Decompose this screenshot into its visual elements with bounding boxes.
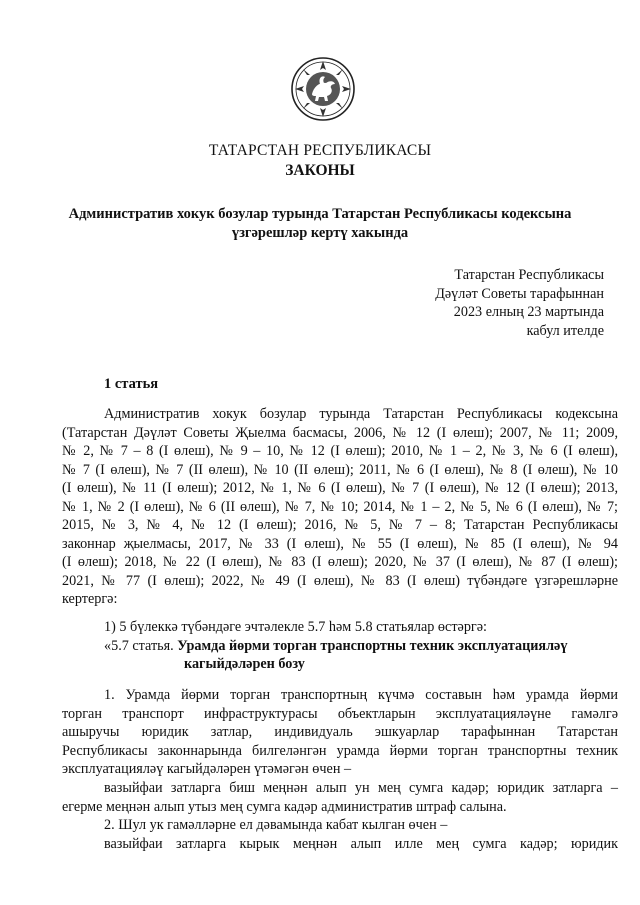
- paragraph1-line: 2015, № 3, № 4, № 12 (I өлеш); 2016, № 5, № 7 – 8; Татарстан Республикасы: [62, 517, 618, 533]
- paragraph4-text: 2. Шул ук гамәлләрне ел дәвамында кабат кылган өчен –: [104, 817, 448, 833]
- tatarstan-emblem-icon: [290, 56, 356, 122]
- item1-text: 1) 5 бүлеккә түбәндәге эчтәлекле 5.7 һәм 5.8 статьялар өстәргә:: [104, 619, 487, 635]
- paragraph2-line: торган транспорт инфраструктурасы объектларын эксплуатацияләүне гамәлгә: [62, 705, 618, 722]
- law-title: [0, 205, 640, 243]
- adoption-line: Дәүләт Советы тарафыннан: [435, 285, 604, 302]
- adoption-line: 2023 елның 23 мартында: [453, 304, 604, 321]
- paragraph3-line: егерме меңнән алып утыз мең сумга кадәр административ штраф салына.: [62, 798, 507, 815]
- paragraph1-line: 2021, № 77 (I өлеш); 2022, № 49 (I өлеш), № 83 (I өлеш) түбәндәге үзгәрешләрне: [62, 572, 618, 589]
- paragraph2-line: 1. Урамда йөрми торган транспортның күчмә составын һәм урамда йөрми: [104, 687, 618, 703]
- paragraph1-line: Административ хокук бозулар турында Татарстан Республикасы кодексына: [104, 406, 618, 422]
- paragraph1-line: № 1, № 2 (I өлеш), № 6 (II өлеш), № 7, № 10; 2014, № 1 – 2, № 5, № 6 (I өлеш), № 7;: [62, 498, 618, 515]
- law-title-line-2: үзгәрешләр кертү хакында: [231, 225, 409, 241]
- paragraph1-line: (I өлеш); 2018, № 22 (I өлеш), № 83 (I өлеш); 2020, № 37 (I өлеш), № 87 (I өлеш);: [62, 554, 618, 570]
- paragraph1-line: законнар җыелмасы, 2017, № 33 (I өлеш), № 55 (I өлеш), № 85 (I өлеш), № 94: [62, 535, 618, 552]
- paragraph1-line: № 2, № 7 – 8 (I өлеш), № 9 – 10, № 12 (I өлеш); 2010, № 1 – 2, № 3, № 6 (I өлеш),: [62, 443, 618, 459]
- paragraph2-line: эксплуатацияләү кагыйдәләрен үтәмәгән өчен –: [62, 761, 352, 777]
- law-heading: ЗАКОНЫ: [285, 162, 355, 179]
- paragraph1-line: № 7 (I өлеш), № 7 (II өлеш), № 10 (II өлеш); 2011, № 6 (I өлеш), № 8 (I өлеш), № 10: [62, 461, 618, 478]
- article-heading: 1 статья: [104, 376, 159, 392]
- paragraph1-line: (Татарстан Дәүләт Советы Җыелма басмасы, 2006, № 12 (I өлеш); 2007, № 11; 2009,: [62, 424, 618, 441]
- adoption-block: [384, 266, 604, 340]
- paragraph5-text: вазыйфаи затларга кырык меңнән алып илле мең сумга кадәр; юридик: [104, 835, 618, 852]
- article57-title: [104, 637, 640, 656]
- adoption-line: кабул ителде: [526, 322, 604, 339]
- republic-name: ТАТАРСТАН РЕСПУБЛИКАСЫ: [208, 142, 432, 159]
- paragraph2-line: Республикасы законнарында билгеләнгән урамда йөрми торган транспортны техник: [62, 742, 618, 759]
- paragraph1-line: (I өлеш), № 11 (I өлеш); 2012, № 1, № 6 (I өлеш), № 7 (I өлеш), № 12 (I өлеш); 2013,: [62, 480, 618, 496]
- paragraph3-line: вазыйфаи затларга биш меңнән алып ун мең сумга кадәр; юридик затларга –: [104, 780, 618, 796]
- law-title-line-1: Административ хокук бозулар турында Татарстан Республикасы кодексына: [68, 206, 572, 222]
- article57-title-line-1: Урамда йөрми торган транспортны техник эксплуатацияләү: [177, 638, 568, 654]
- paragraph1-line: кертергә:: [62, 591, 118, 607]
- article57-prefix: «5.7 статья.: [104, 638, 174, 654]
- article57-title-line-2: кагыйдәләрен бозу: [184, 656, 305, 672]
- paragraph2-line: ашыручы юридик затлар, индивидуаль эшкуарлар тарафыннан Татарстан: [62, 724, 618, 740]
- adoption-line: Татарстан Республикасы: [454, 267, 604, 283]
